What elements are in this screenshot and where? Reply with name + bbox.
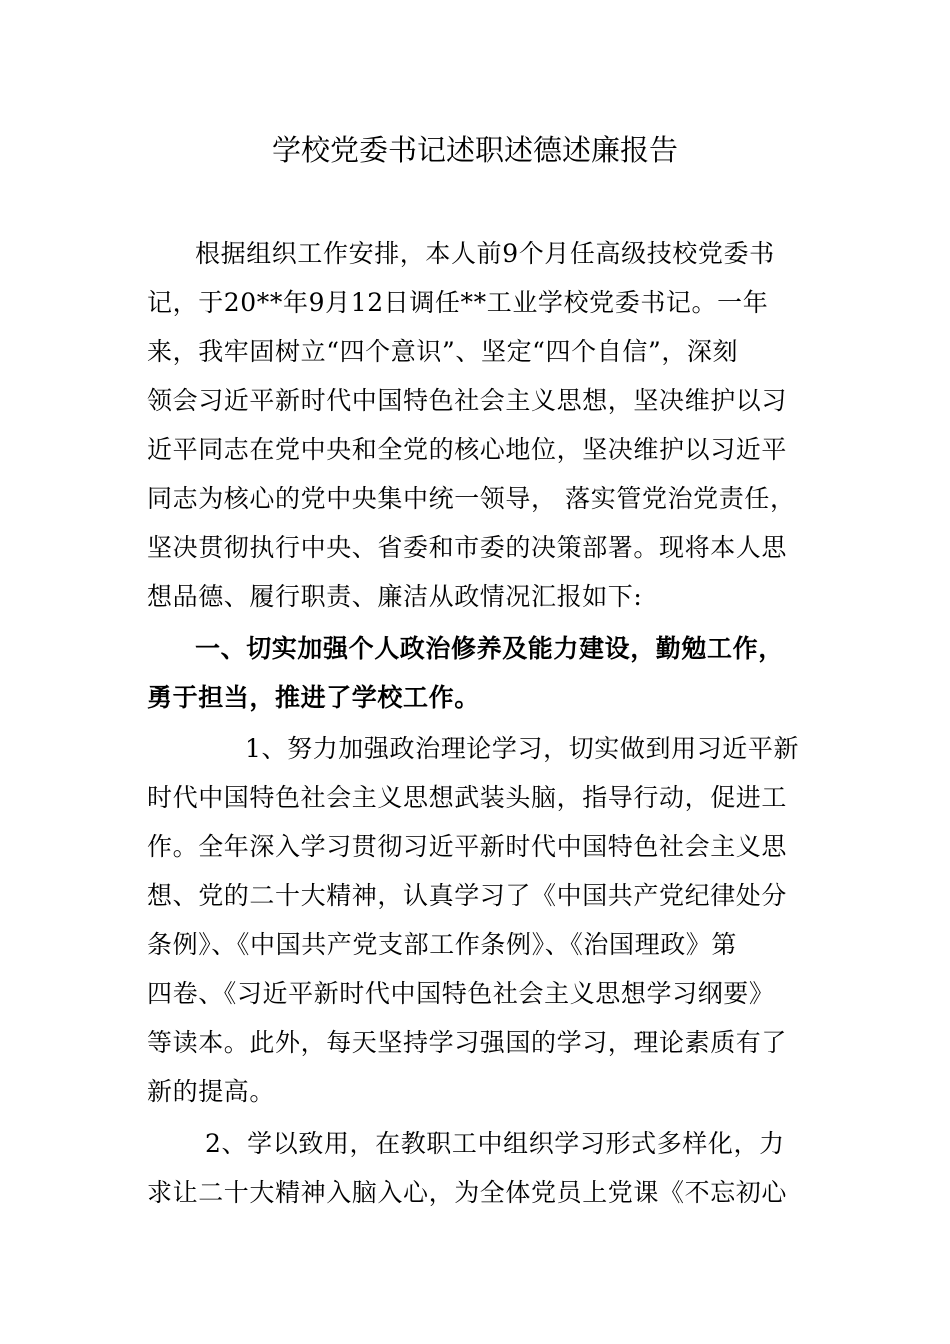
section-heading-line: 勇于担当，推进了学校工作。 (147, 683, 480, 712)
paragraph-line: 四卷、《习近平新时代中国特色社会主义思想学习纲要》 (147, 979, 775, 1008)
paragraph-line: 1、努力加强政治理论学习，切实做到用习近平新 (245, 734, 800, 763)
paragraph-line: 求让二十大精神入脑入心，为全体党员上党课《不忘初心 (147, 1178, 788, 1207)
paragraph-line: 近平同志在党中央和全党的核心地位，坚决维护以习近平 (147, 435, 788, 464)
section-heading-line: 一、切实加强个人政治修养及能力建设，勤勉工作， (195, 634, 784, 663)
paragraph-line: 作。全年深入学习贯彻习近平新时代中国特色社会主义思 (147, 832, 788, 861)
paragraph-line: 根据组织工作安排，本人前9个月任高级技校党委书 (195, 239, 775, 268)
paragraph-line: 领会习近平新时代中国特色社会主义思想，坚决维护以习 (147, 386, 788, 415)
paragraph-line: 来，我牢固树立“四个意识”、坚定“四个自信”，深刻 (147, 337, 739, 366)
paragraph-line: 等读本。此外，每天坚持学习强国的学习，理论素质有了 (147, 1028, 788, 1057)
paragraph-line: 想品德、履行职责、廉洁从政情况汇报如下: (147, 582, 643, 611)
paragraph-line: 坚决贯彻执行中央、省委和市委的决策部署。现将本人思 (147, 533, 788, 562)
paragraph-line: 同志为核心的党中央集中统一领导， 落实管党治党责任， (147, 484, 796, 513)
paragraph-line: 记，于20**年9月12日调任**工业学校党委书记。一年 (147, 288, 769, 317)
paragraph-line: 条例》、《中国共产党支部工作条例》、《治国理政》第 (147, 930, 738, 959)
paragraph-line: 新的提高。 (147, 1077, 276, 1106)
paragraph-line: 时代中国特色社会主义思想武装头脑，指导行动，促进工 (147, 783, 788, 812)
paragraph-line: 2、学以致用，在教职工中组织学习形式多样化，力 (205, 1129, 785, 1158)
paragraph-line: 想、党的二十大精神，认真学习了《中国共产党纪律处分 (147, 881, 788, 910)
document-title: 学校党委书记述职述德述廉报告 (271, 133, 678, 167)
